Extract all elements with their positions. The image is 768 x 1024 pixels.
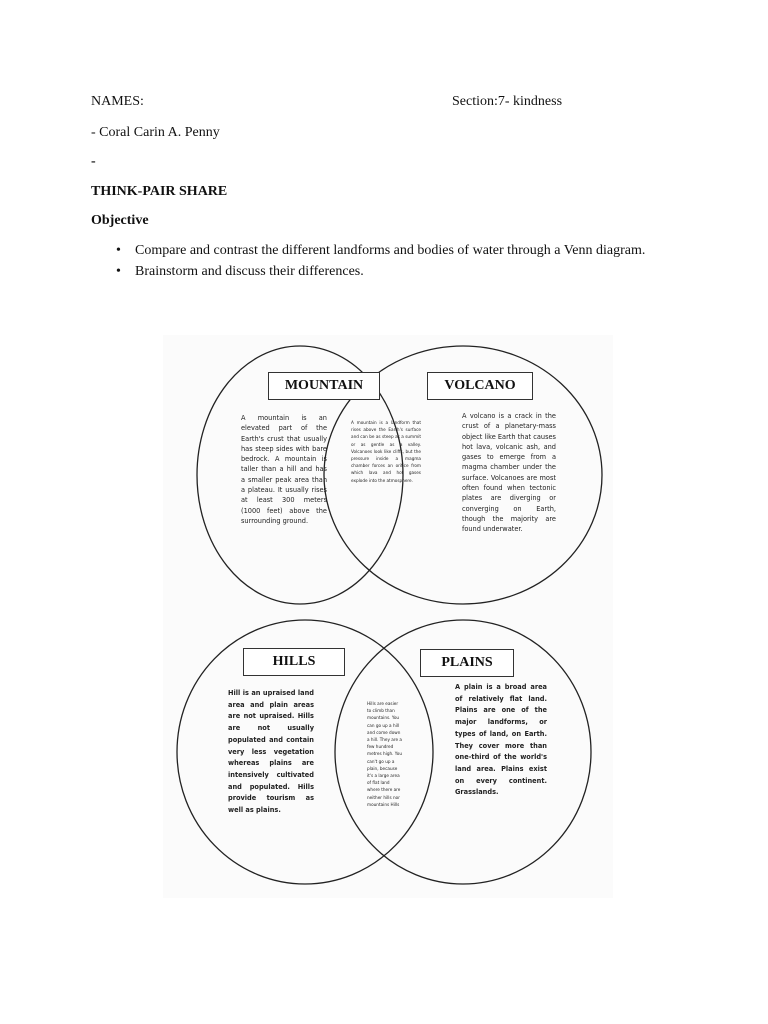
section-label: Section:7- kindness — [452, 94, 563, 109]
objective-heading: Objective — [91, 213, 149, 228]
shared-description: A mountain is a landform that rises above the Earth's surface and can be as steep as a summit or as gentle as a valley. Volcanoes look like cliffs, but the pressure inside a magma chamber forces an orifice from which lava and hot gases explode into the atmosphere. — [351, 420, 421, 483]
objective-item: • Brainstorm and discuss their differences. — [116, 264, 364, 279]
objective-item: • Compare and contrast the different landforms and bodies of water through a Venn diagram. — [116, 243, 646, 258]
plains-description: A plain is a broad area of relatively flat land. Plains are one of the major landforms, or types of land, on Earth. They cover more than one-third of the world's land area. Plains exist on every continent. Grasslands. — [455, 683, 547, 797]
hills-label: HILLS — [243, 648, 345, 676]
objective-list — [116, 242, 676, 284]
plains-label: PLAINS — [420, 649, 514, 677]
names-label: NAMES: — [91, 94, 144, 109]
mountain-label: MOUNTAIN — [268, 372, 380, 400]
bullet-icon: • — [116, 243, 121, 258]
venn-diagram-hills-plains — [163, 612, 613, 898]
member-name: - Coral Carin A. Penny — [91, 125, 220, 140]
member-placeholder: - — [91, 154, 96, 169]
mountain-description: A mountain is an elevated part of the Earth's crust that usually has steep sides with bare bedrock. A mountain is taller than a hill and has a smaller peak area than a plateau. It usually rises at least 300 meters (1000 feet) above the surrounding ground. — [241, 414, 327, 525]
bullet-icon: • — [116, 264, 121, 279]
venn-diagram-mountain-volcano — [163, 335, 613, 613]
activity-title: THINK-PAIR SHARE — [91, 184, 228, 199]
hills-description: Hill is an upraised land area and plain areas are not upraised. Hills are not usually populated and contain very less vegetation whereas plains are intensively cultivated and populated. Hills provide tourism as well as plains. — [228, 689, 314, 815]
volcano-description: A volcano is a crack in the crust of a planetary-mass object like Earth that causes hot lava, volcanic ash, and gases to emerge from a magma chamber under the surface. Volcanoes are most often found when tectonic plates are diverging or converging on Earth, though the majority are found underwater. — [462, 412, 556, 534]
shared-description: Hills are easier to climb than mountains. You can go up a hill and come down a hill. They are a few hundred metres high. You can't go up a plain, because it's a large area of flat land where there are neither hills nor mountains Hills — [367, 701, 403, 807]
volcano-label: VOLCANO — [427, 372, 533, 400]
